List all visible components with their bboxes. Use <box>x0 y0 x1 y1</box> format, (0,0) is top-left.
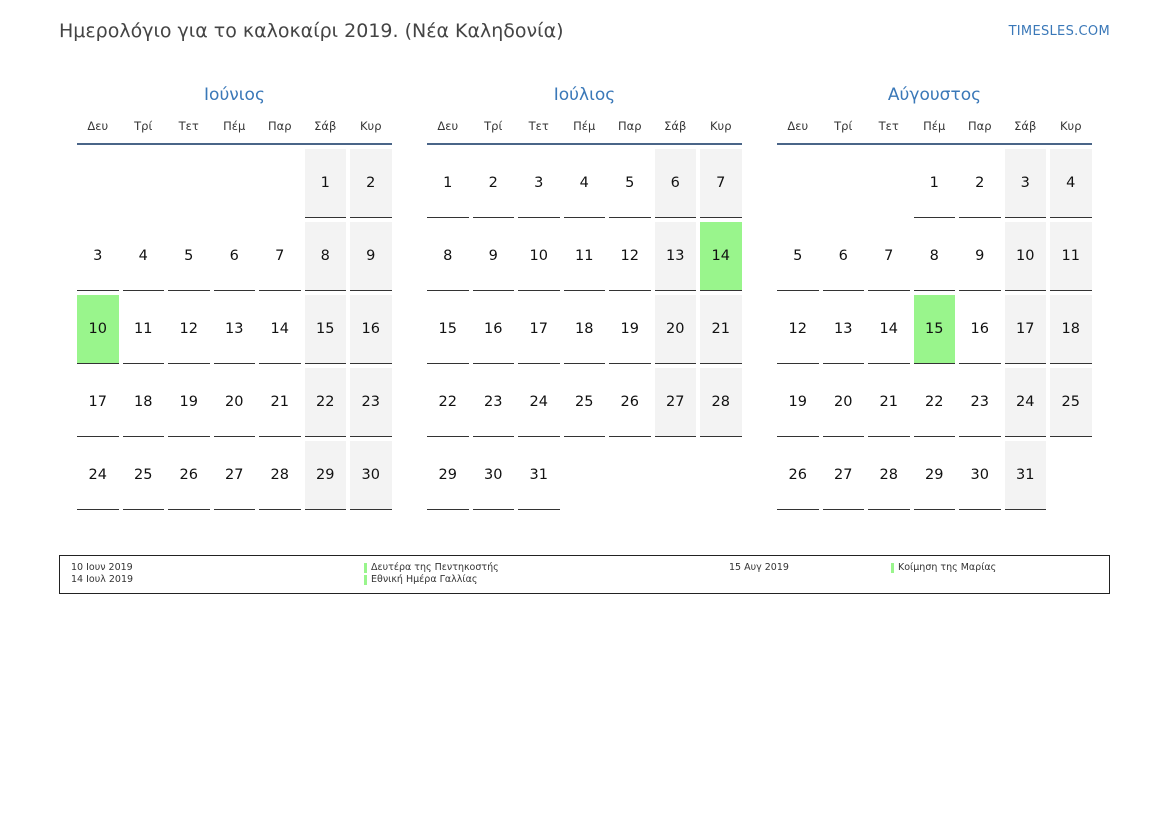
empty-day-cell <box>214 149 256 218</box>
weekend-day-cell[interactable]: 16 <box>350 295 392 364</box>
empty-day-cell <box>823 149 865 218</box>
empty-day-cell <box>609 441 651 510</box>
day-cell[interactable]: 1 <box>914 149 956 218</box>
day-cell[interactable]: 7 <box>259 222 301 291</box>
empty-day-cell <box>77 149 119 218</box>
month-name: Ιούλιος <box>553 85 616 105</box>
day-cell[interactable]: 13 <box>823 295 865 364</box>
day-cell[interactable]: 20 <box>214 368 256 437</box>
weekday-label: Τρί <box>134 119 153 133</box>
holiday-color-marker <box>891 563 894 573</box>
legend-holiday <box>364 574 477 586</box>
weekend-day-cell[interactable]: 10 <box>1005 222 1047 291</box>
empty-day-cell <box>564 441 606 510</box>
day-cell[interactable]: 19 <box>609 295 651 364</box>
day-cell[interactable]: 24 <box>77 441 119 510</box>
weekend-day-cell[interactable]: 13 <box>655 222 697 291</box>
weekend-day-cell[interactable]: 24 <box>1005 368 1047 437</box>
day-cell[interactable]: 13 <box>214 295 256 364</box>
page-title: Ημερολόγιο για το καλοκαίρι 2019. (Νέα Καληδονία) <box>59 20 564 42</box>
empty-day-cell <box>655 441 697 510</box>
day-cell[interactable]: 6 <box>823 222 865 291</box>
weekday-label: Παρ <box>967 119 992 133</box>
weekday-label: Τρί <box>484 119 503 133</box>
legend-holiday-name: Κοίμηση της Μαρίας <box>898 562 997 573</box>
day-cell[interactable]: 6 <box>214 222 256 291</box>
weekday-header <box>777 108 1092 145</box>
weekend-day-cell[interactable]: 22 <box>305 368 347 437</box>
day-cell[interactable]: 26 <box>609 368 651 437</box>
day-cell[interactable]: 12 <box>609 222 651 291</box>
weekday-label: Δευ <box>437 119 459 133</box>
day-cell[interactable]: 16 <box>959 295 1001 364</box>
holiday-color-marker <box>364 575 367 585</box>
day-cell[interactable]: 5 <box>777 222 819 291</box>
site-link[interactable]: TIMESLES.COM <box>1008 24 1110 39</box>
weekend-day-cell[interactable]: 31 <box>1005 441 1047 510</box>
day-cell[interactable]: 26 <box>168 441 210 510</box>
holiday-day-cell[interactable]: 14 <box>700 222 742 291</box>
day-cell[interactable]: 11 <box>564 222 606 291</box>
day-cell[interactable]: 2 <box>959 149 1001 218</box>
weekday-label: Σάβ <box>1014 119 1037 133</box>
empty-day-cell <box>168 149 210 218</box>
day-cell[interactable]: 29 <box>427 441 469 510</box>
weekday-label: Δευ <box>87 119 109 133</box>
month-calendar <box>777 83 1092 510</box>
day-cell[interactable]: 14 <box>868 295 910 364</box>
legend-date: 15 Αυγ 2019 <box>729 562 789 573</box>
holiday-legend <box>59 555 1110 594</box>
empty-day-cell <box>777 149 819 218</box>
weekend-day-cell[interactable]: 3 <box>1005 149 1047 218</box>
day-cell[interactable]: 16 <box>473 295 515 364</box>
weekday-label: Πέμ <box>573 119 596 133</box>
weekend-day-cell[interactable]: 4 <box>1050 149 1092 218</box>
weekday-header <box>77 108 392 145</box>
weekday-label: Σάβ <box>314 119 337 133</box>
day-cell[interactable]: 28 <box>259 441 301 510</box>
weekend-day-cell[interactable]: 30 <box>350 441 392 510</box>
day-grid <box>77 149 392 510</box>
day-cell[interactable]: 21 <box>259 368 301 437</box>
weekday-label: Σάβ <box>664 119 687 133</box>
month-name: Αύγουστος <box>887 85 982 105</box>
weekend-day-cell[interactable]: 21 <box>700 295 742 364</box>
day-cell[interactable]: 3 <box>518 149 560 218</box>
day-cell[interactable]: 30 <box>473 441 515 510</box>
weekend-day-cell[interactable]: 17 <box>1005 295 1047 364</box>
weekend-day-cell[interactable]: 25 <box>1050 368 1092 437</box>
day-cell[interactable]: 28 <box>868 441 910 510</box>
holiday-day-cell[interactable]: 15 <box>914 295 956 364</box>
weekday-label: Τετ <box>178 119 199 133</box>
holiday-color-marker <box>364 563 367 573</box>
day-cell[interactable]: 17 <box>518 295 560 364</box>
weekday-label: Πέμ <box>923 119 946 133</box>
weekend-day-cell[interactable]: 9 <box>350 222 392 291</box>
day-cell[interactable]: 17 <box>77 368 119 437</box>
day-cell[interactable]: 9 <box>959 222 1001 291</box>
day-cell[interactable]: 19 <box>777 368 819 437</box>
day-cell[interactable]: 9 <box>473 222 515 291</box>
day-cell[interactable]: 12 <box>777 295 819 364</box>
empty-day-cell <box>123 149 165 218</box>
day-grid <box>427 149 742 510</box>
weekday-label: Κυρ <box>360 119 382 133</box>
day-cell[interactable]: 25 <box>123 441 165 510</box>
day-cell[interactable]: 23 <box>959 368 1001 437</box>
day-cell[interactable]: 12 <box>168 295 210 364</box>
weekday-header <box>427 108 742 145</box>
weekend-day-cell[interactable]: 29 <box>305 441 347 510</box>
weekend-day-cell[interactable]: 8 <box>305 222 347 291</box>
day-cell[interactable]: 23 <box>473 368 515 437</box>
day-cell[interactable]: 26 <box>777 441 819 510</box>
weekend-day-cell[interactable]: 23 <box>350 368 392 437</box>
weekday-label: Τετ <box>878 119 899 133</box>
legend-holiday-name: Εθνική Ημέρα Γαλλίας <box>371 574 478 585</box>
day-cell[interactable]: 5 <box>168 222 210 291</box>
day-cell[interactable]: 15 <box>427 295 469 364</box>
legend-holiday <box>364 562 499 574</box>
weekday-label: Τρί <box>834 119 853 133</box>
weekend-day-cell[interactable]: 6 <box>655 149 697 218</box>
day-cell[interactable]: 10 <box>518 222 560 291</box>
day-cell[interactable]: 18 <box>123 368 165 437</box>
empty-day-cell <box>1050 441 1092 510</box>
day-cell[interactable]: 4 <box>123 222 165 291</box>
day-cell[interactable]: 30 <box>959 441 1001 510</box>
empty-day-cell <box>868 149 910 218</box>
day-cell[interactable]: 7 <box>868 222 910 291</box>
day-grid <box>777 149 1092 510</box>
weekend-day-cell[interactable]: 28 <box>700 368 742 437</box>
day-cell[interactable]: 20 <box>823 368 865 437</box>
day-cell[interactable]: 31 <box>518 441 560 510</box>
day-cell[interactable]: 3 <box>77 222 119 291</box>
weekday-label: Κυρ <box>1060 119 1082 133</box>
weekend-day-cell[interactable]: 18 <box>1050 295 1092 364</box>
day-cell[interactable]: 4 <box>564 149 606 218</box>
legend-date: 10 Ιουν 2019 <box>71 562 133 573</box>
day-cell[interactable]: 14 <box>259 295 301 364</box>
day-cell[interactable]: 29 <box>914 441 956 510</box>
months-container <box>77 83 1092 513</box>
empty-day-cell <box>259 149 301 218</box>
weekend-day-cell[interactable]: 11 <box>1050 222 1092 291</box>
legend-holiday <box>891 562 996 574</box>
weekday-label: Τετ <box>528 119 549 133</box>
weekend-day-cell[interactable]: 7 <box>700 149 742 218</box>
day-cell[interactable]: 19 <box>168 368 210 437</box>
day-cell[interactable]: 24 <box>518 368 560 437</box>
day-cell[interactable]: 2 <box>473 149 515 218</box>
day-cell[interactable]: 21 <box>868 368 910 437</box>
month-name: Ιούνιος <box>204 85 265 105</box>
day-cell[interactable]: 25 <box>564 368 606 437</box>
day-cell[interactable]: 18 <box>564 295 606 364</box>
day-cell[interactable]: 8 <box>914 222 956 291</box>
holiday-day-cell[interactable]: 10 <box>77 295 119 364</box>
weekday-label: Πέμ <box>223 119 246 133</box>
day-cell[interactable]: 8 <box>427 222 469 291</box>
empty-day-cell <box>700 441 742 510</box>
day-cell[interactable]: 22 <box>427 368 469 437</box>
weekend-day-cell[interactable]: 15 <box>305 295 347 364</box>
legend-date: 14 Ιουλ 2019 <box>71 574 134 585</box>
month-calendar <box>427 83 742 510</box>
day-cell[interactable]: 27 <box>823 441 865 510</box>
day-cell[interactable]: 11 <box>123 295 165 364</box>
weekend-day-cell[interactable]: 20 <box>655 295 697 364</box>
day-cell[interactable]: 1 <box>427 149 469 218</box>
weekday-label: Παρ <box>617 119 642 133</box>
weekend-day-cell[interactable]: 1 <box>305 149 347 218</box>
day-cell[interactable]: 22 <box>914 368 956 437</box>
weekday-label: Κυρ <box>710 119 732 133</box>
weekday-label: Δευ <box>787 119 809 133</box>
legend-holiday-name: Δευτέρα της Πεντηκοστής <box>371 562 499 573</box>
day-cell[interactable]: 27 <box>214 441 256 510</box>
weekend-day-cell[interactable]: 2 <box>350 149 392 218</box>
weekend-day-cell[interactable]: 27 <box>655 368 697 437</box>
month-calendar <box>77 83 392 510</box>
weekday-label: Παρ <box>267 119 292 133</box>
day-cell[interactable]: 5 <box>609 149 651 218</box>
